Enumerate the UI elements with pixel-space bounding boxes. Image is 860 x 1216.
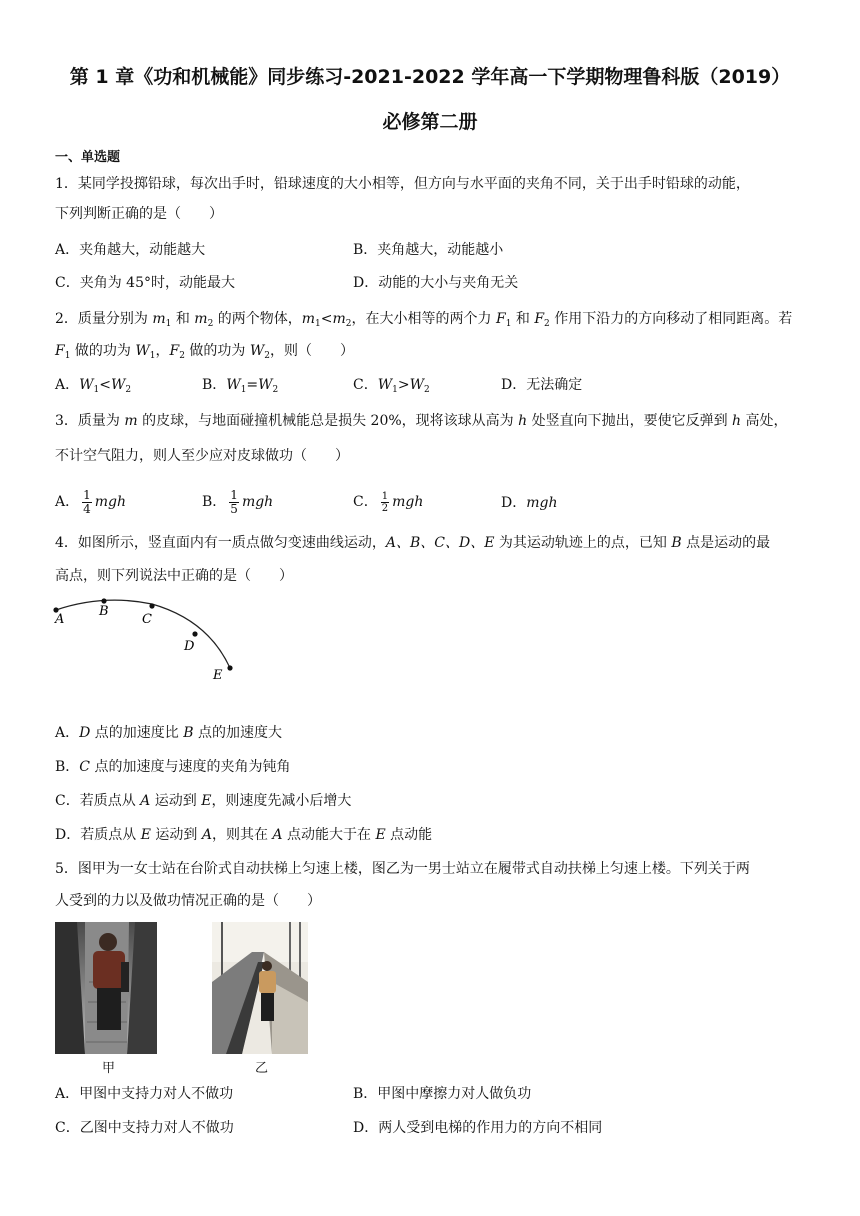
page-subtitle: 必修第二册: [382, 111, 478, 133]
question-5-option-c: C．乙图中支持力对人不做功: [55, 1120, 234, 1136]
question-2-option-c: C．$W_1>W_2$: [353, 377, 430, 395]
question-1-option-d: D．动能的大小与夹角无关: [353, 275, 519, 291]
question-5-option-d: D．两人受到电梯的作用力的方向不相同: [353, 1120, 603, 1136]
point-b-marker: [101, 598, 106, 603]
point-d-label: D: [184, 639, 195, 654]
escalator-photo-jia: [55, 922, 157, 1054]
point-d-marker: [192, 631, 197, 636]
question-4-option-a: A．D 点的加速度比 B 点的加速度大: [55, 725, 283, 741]
belt-escalator-illustration: [212, 922, 308, 1054]
question-3-stem: 3．质量为 m 的皮球，与地面碰撞机械能总是损失 20%，现将该球从高为 h 处竖直向下抛出，要使它反弹到 h 高处，: [55, 413, 788, 429]
question-3-option-b: B． $\frac{1}{5}$ mgh: [202, 487, 274, 516]
question-4-stem-cont: 高点，则下列说法中正确的是（ ）: [55, 568, 293, 584]
question-3-option-c: C． $\frac{1}{2}$ mgh: [353, 490, 424, 514]
escalator-photo-yi: [212, 922, 308, 1054]
caption-yi: 乙: [255, 1061, 269, 1076]
question-3-option-a: A． $\frac{1}{4}$ mgh: [55, 487, 127, 516]
question-5-stem: 5．图甲为一女士站在台阶式自动扶梯上匀速上楼，图乙为一男士站立在履带式自动扶梯上匀速上楼。下列关于两: [55, 861, 750, 877]
trajectory-curve: [56, 600, 230, 668]
fraction-one-half: $\frac{1}{2}$: [381, 490, 389, 514]
question-2-stem: 2．质量分别为 $m_1$ 和 $m_2$ 的两个物体，$m_1<m_2$，在大小相等的两个力 $F_1$ 和 $F_2$ 作用下沿力的方向移动了相同距离。若: [55, 311, 793, 329]
question-2-option-d: D．无法确定: [501, 377, 583, 393]
question-2-stem-cont: $F_1$ 做的功为 $W_1$，$F_2$ 做的功为 $W_2$，则（ ）: [55, 343, 354, 361]
question-4-option-d: D．若质点从 E 运动到 A，则其在 A 点动能大于在 E 点动能: [55, 827, 433, 843]
question-2-option-b: B．$W_1=W_2$: [202, 377, 279, 395]
question-5-option-b: B．甲图中摩擦力对人做负功: [353, 1086, 532, 1102]
question-3-stem-cont: 不计空气阻力，则人至少应对皮球做功（ ）: [55, 448, 349, 464]
question-4-option-b: B．C 点的加速度与速度的夹角为钝角: [55, 759, 291, 775]
point-c-label: C: [142, 612, 152, 627]
section-heading: 一、单选题: [55, 150, 121, 165]
question-1-option-c: C．夹角为 45°时，动能最大: [55, 275, 235, 291]
page-title: 第 1 章《功和机械能》同步练习-2021-2022 学年高一下学期物理鲁科版（2019）: [69, 66, 791, 88]
trajectory-diagram: [48, 592, 248, 688]
fraction-one-fifth: $\frac{1}{5}$: [230, 487, 238, 516]
question-4-stem: 4．如图所示，竖直面内有一质点做匀变速曲线运动，A、B、C、D、E 为其运动轨迹上的点，已知 B 点是运动的最: [55, 535, 771, 551]
question-1-stem-cont: 下列判断正确的是（ ）: [55, 206, 223, 222]
question-4-option-c: C．若质点从 A 运动到 E，则速度先减小后增大: [55, 793, 352, 809]
point-e-label: E: [213, 668, 223, 683]
step-escalator-illustration: [55, 922, 157, 1054]
point-b-label: B: [99, 604, 109, 619]
point-c-marker: [149, 603, 154, 608]
point-a-label: A: [55, 612, 65, 627]
fraction-one-quarter: $\frac{1}{4}$: [83, 487, 91, 516]
point-e-marker: [227, 665, 232, 670]
question-5-stem-cont: 人受到的力以及做功情况正确的是（ ）: [55, 893, 321, 909]
caption-jia: 甲: [102, 1061, 116, 1076]
question-5-option-a: A．甲图中支持力对人不做功: [55, 1086, 234, 1102]
question-1-option-b: B．夹角越大，动能越小: [353, 242, 504, 258]
question-1-stem: 1．某同学投掷铅球，每次出手时，铅球速度的大小相等，但方向与水平面的夹角不同，关于出手时铅球的动能，: [55, 176, 750, 192]
question-2-option-a: A．$W_1<W_2$: [55, 377, 132, 395]
question-3-option-d: D．mgh: [501, 495, 558, 511]
question-1-option-a: A．夹角越大，动能越大: [55, 242, 206, 258]
